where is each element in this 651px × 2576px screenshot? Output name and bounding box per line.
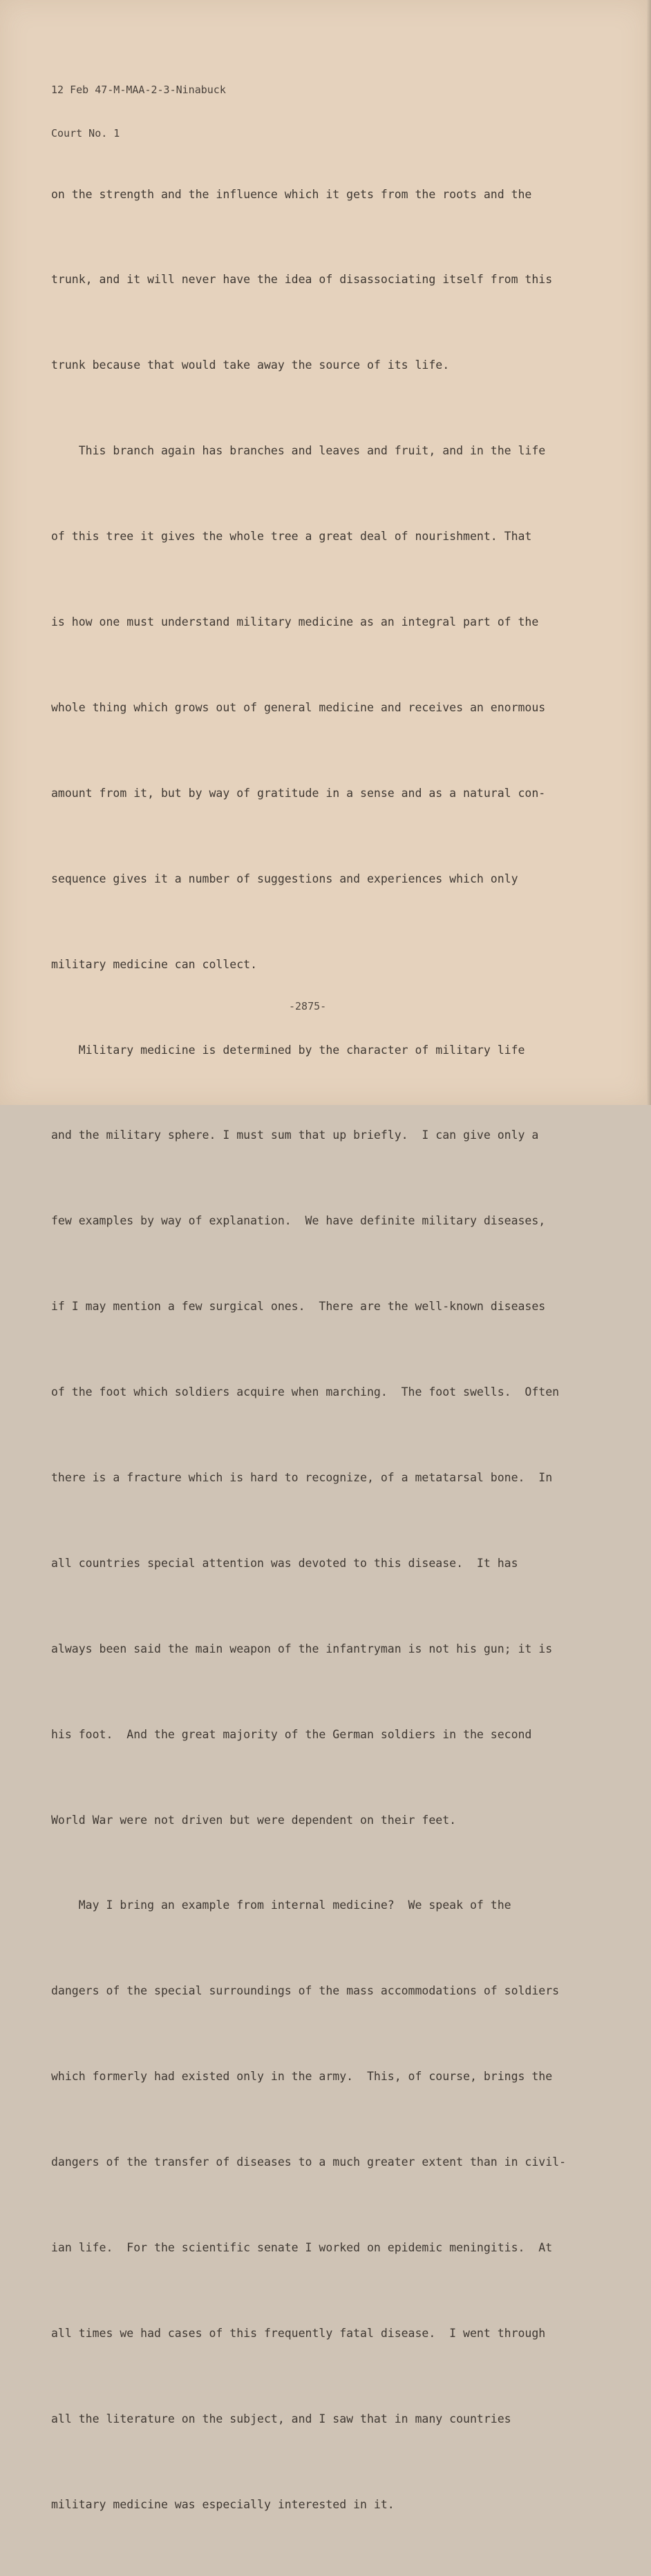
transcript-line: all the literature on the subject, and I saw that in many countries	[51, 2412, 511, 2425]
transcript-line: few examples by way of explanation. We have definite military diseases,	[51, 1214, 546, 1228]
transcript-line: on the strength and the influence which it gets from the roots and the	[51, 187, 532, 201]
transcript-line: May I bring an example from internal medicine? We speak of the	[51, 1899, 511, 1912]
transcript-line: military medicine was especially interested in it.	[51, 2497, 395, 2511]
transcript-line: always been said the main weapon of the infantryman is not his gun; it is	[51, 1642, 553, 1655]
transcript-line: dangers of the transfer of diseases to a much greater extent than in civil-	[51, 2155, 567, 2169]
transcript-line: his foot. And the great majority of the German soldiers in the second	[51, 1727, 532, 1741]
transcript-line: amount from it, but by way of gratitude in a sense and as a natural con-	[51, 786, 546, 800]
transcript-line: whole thing which grows out of general medicine and receives an enormous	[51, 700, 546, 714]
transcript-line: of this tree it gives the whole tree a great deal of nourishment. That	[51, 530, 532, 544]
transcript-line: trunk, and it will never have the idea of disassociating itself from this	[51, 273, 553, 287]
header-court-line: Court No. 1	[51, 127, 120, 140]
transcript-line: ian life. For the scientific senate I worked on epidemic meningitis. At	[51, 2240, 553, 2254]
transcript-line: and the military sphere. I must sum that up briefly. I can give only a	[51, 1128, 539, 1142]
transcript-line: which formerly had existed only in the army. This, of course, brings the	[51, 2070, 553, 2084]
transcript-body	[51, 123, 604, 2576]
transcript-line: trunk because that would take away the source of its life.	[51, 358, 450, 372]
transcript-line: sequence gives it a number of suggestions and experiences which only	[51, 872, 518, 885]
page-number: -2875-	[289, 1000, 327, 1012]
transcript-line: is how one must understand military medicine as an integral part of the	[51, 615, 539, 629]
transcript-line: dangers of the special surroundings of the mass accommodations of soldiers	[51, 1984, 560, 1998]
transcript-line: if I may mention a few surgical ones. There are the well-known diseases	[51, 1300, 546, 1314]
transcript-line: of the foot which soldiers acquire when marching. The foot swells. Often	[51, 1385, 560, 1399]
transcript-line: This branch again has branches and leaves and fruit, and in the life	[51, 444, 546, 458]
transcript-line: all countries special attention was devoted to this disease. It has	[51, 1556, 518, 1570]
transcript-line: there is a fracture which is hard to recognize, of a metatarsal bone. In	[51, 1470, 553, 1484]
transcript-line: all times we had cases of this frequently fatal disease. I went through	[51, 2326, 546, 2340]
transcript-line: military medicine can collect.	[51, 957, 258, 971]
paper-edge	[647, 0, 651, 1105]
transcript-line: World War were not driven but were dependent on their feet.	[51, 1813, 457, 1827]
header-reference-line: 12 Feb 47-M-MAA-2-3-Ninabuck	[51, 84, 226, 96]
transcript-line: Military medicine is determined by the character of military life	[51, 1043, 525, 1057]
